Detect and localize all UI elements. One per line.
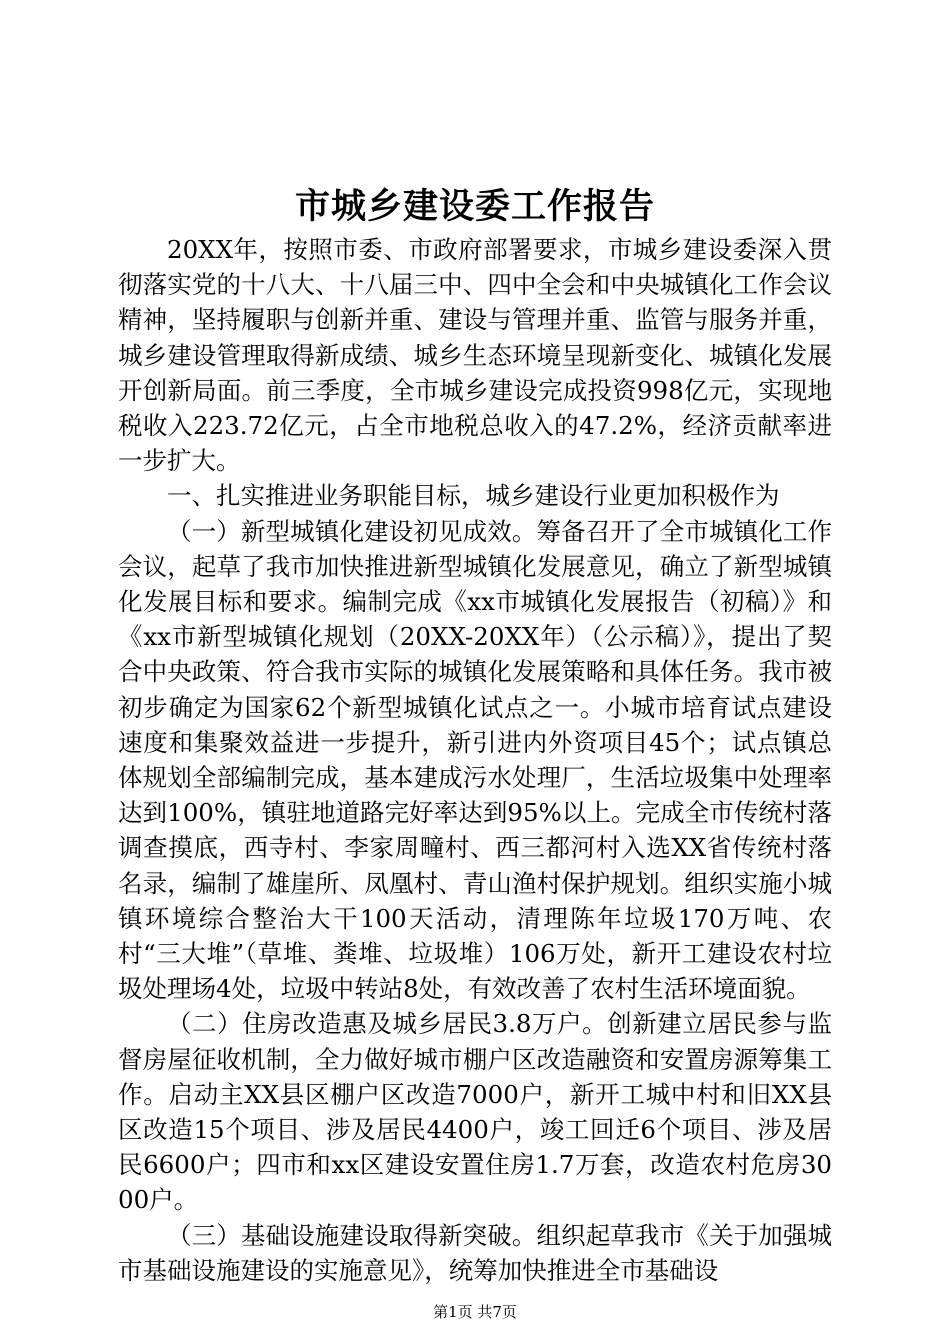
- paragraph-intro: 20XX年，按照市委、市政府部署要求，市城乡建设委深入贯彻落实党的十八大、十八届三中、四中全会和中央城镇化工作会议精神，坚持履职与创新并重、建设与管理并重、监管与服务并重，城乡建设管理取得新成绩、城乡生态环境呈现新变化、城镇化发展开创新局面。前三季度，全市城乡建设完成投资998亿元，实现地税收入223.72亿元，占全市地税总收入的47.2%，经济贡献率进一步扩大。: [118, 235, 832, 476]
- document-title: 市城乡建设委工作报告: [294, 186, 655, 227]
- page-number-footer: 第1页 共7页: [433, 1303, 517, 1321]
- paragraph-infrastructure: （三）基础设施建设取得新突破。组织起草我市《关于加强城市基础设施建设的实施意见》，统筹加快推进全市基础设: [118, 1220, 832, 1285]
- document-body: [118, 232, 832, 1288]
- paragraph-housing: （二）住房改造惠及城乡居民3.8万户。创新建立居民参与监督房屋征收机制，全力做好城市棚户区改造融资和安置房源筹集工作。启动主XX县区棚户区改造7000户，新开工城中村和旧XX县区改造15个项目、涉及居民4400户，竣工回迁6个项目、涉及居民6600户；四市和xx区建设安置住房1.7万套，改造农村危房3000户。: [118, 1009, 832, 1215]
- section-heading-1: 一、扎实推进业务职能目标，城乡建设行业更加积极作为: [167, 481, 780, 511]
- paragraph-urbanization: （一）新型城镇化建设初见成效。筹备召开了全市城镇化工作会议，起草了我市加快推进新型城镇化发展意见，确立了新型城镇化发展目标和要求。编制完成《xx市城镇化发展报告（初稿）》和《xx市新型城镇化规划（20XX-20XX年）（公示稿）》，提出了契合中央政策、符合我市实际的城镇化发展策略和具体任务。我市被初步确定为国家62个新型城镇化试点之一。小城市培育试点建设速度和集聚效益进一步提升，新引进内外资项目45个；试点镇总体规划全部编制完成，基本建成污水处理厂，生活垃圾集中处理率达到100%，镇驻地道路完好率达到95%以上。完成全市传统村落调查摸底，西寺村、李家周疃村、西三都河村入选XX省传统村落名录，编制了雄崖所、凤凰村、青山渔村保护规划。组织实施小城镇环境综合整治大干100天活动，清理陈年垃圾170万吨、农村“三大堆”（草堆、粪堆、垃圾堆）106万处，新开工建设农村垃圾处理场4处，垃圾中转站8处，有效改善了农村生活环境面貌。: [118, 516, 832, 1004]
